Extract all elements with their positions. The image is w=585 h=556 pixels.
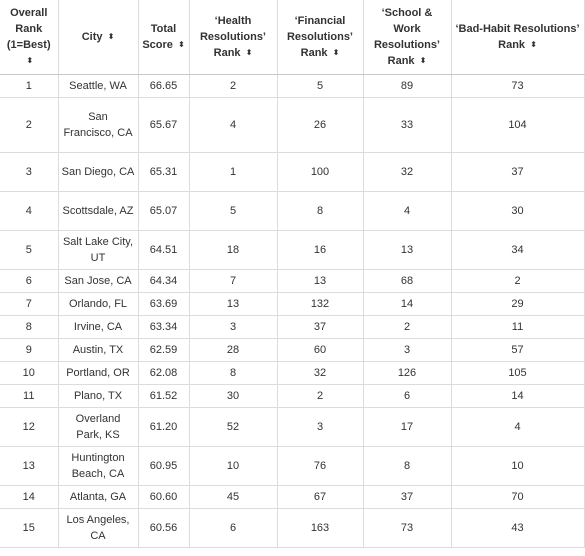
financial-rank-cell: 37: [277, 316, 363, 339]
column-header-label: ‘Bad-Habit Resolutions’ Rank: [455, 23, 580, 51]
table-row: [0, 339, 584, 362]
sort-updown-icon[interactable]: ⬍: [107, 32, 115, 42]
total-score-cell: 60.95: [138, 447, 189, 486]
bad-habit-rank-cell: 10: [451, 447, 584, 486]
total-score-cell: 64.51: [138, 231, 189, 270]
health-rank-cell: 13: [189, 293, 277, 316]
health-rank-cell: 4: [189, 98, 277, 153]
financial-rank-cell: 5: [277, 75, 363, 98]
column-header-city[interactable]: [58, 0, 138, 75]
health-rank-cell: 5: [189, 192, 277, 231]
table-row: [0, 385, 584, 408]
rank-cell: 2: [0, 98, 58, 153]
city-cell: Seattle, WA: [58, 75, 138, 98]
rank-cell: 9: [0, 339, 58, 362]
city-cell: Huntington Beach, CA: [58, 447, 138, 486]
rank-cell: 4: [0, 192, 58, 231]
health-rank-cell: 6: [189, 509, 277, 548]
city-cell: Plano, TX: [58, 385, 138, 408]
rank-cell: 11: [0, 385, 58, 408]
table-row: [0, 153, 584, 192]
table-row: [0, 509, 584, 548]
school-work-rank-cell: 6: [363, 385, 451, 408]
bad-habit-rank-cell: 105: [451, 362, 584, 385]
total-score-cell: 62.59: [138, 339, 189, 362]
rank-cell: 14: [0, 486, 58, 509]
sort-updown-icon[interactable]: ⬍: [245, 48, 253, 58]
sort-updown-icon[interactable]: ⬍: [332, 48, 340, 58]
financial-rank-cell: 60: [277, 339, 363, 362]
health-rank-cell: 28: [189, 339, 277, 362]
column-header-health-rank[interactable]: [189, 0, 277, 75]
city-cell: Austin, TX: [58, 339, 138, 362]
table-row: [0, 316, 584, 339]
rank-cell: 13: [0, 447, 58, 486]
column-header-label: ‘Financial Resolutions’ Rank: [286, 15, 353, 59]
financial-rank-cell: 26: [277, 98, 363, 153]
school-work-rank-cell: 8: [363, 447, 451, 486]
table-row: [0, 270, 584, 293]
total-score-cell: 64.34: [138, 270, 189, 293]
school-work-rank-cell: 2: [363, 316, 451, 339]
bad-habit-rank-cell: 34: [451, 231, 584, 270]
financial-rank-cell: 13: [277, 270, 363, 293]
school-work-rank-cell: 68: [363, 270, 451, 293]
financial-rank-cell: 163: [277, 509, 363, 548]
bad-habit-rank-cell: 2: [451, 270, 584, 293]
total-score-cell: 65.31: [138, 153, 189, 192]
health-rank-cell: 30: [189, 385, 277, 408]
city-cell: Irvine, CA: [58, 316, 138, 339]
table-row: [0, 486, 584, 509]
total-score-cell: 60.56: [138, 509, 189, 548]
health-rank-cell: 18: [189, 231, 277, 270]
sort-updown-icon[interactable]: ⬍: [530, 40, 537, 50]
health-rank-cell: 10: [189, 447, 277, 486]
school-work-rank-cell: 17: [363, 408, 451, 447]
city-cell: Atlanta, GA: [58, 486, 138, 509]
financial-rank-cell: 16: [277, 231, 363, 270]
bad-habit-rank-cell: 37: [451, 153, 584, 192]
bad-habit-rank-cell: 73: [451, 75, 584, 98]
city-cell: Portland, OR: [58, 362, 138, 385]
column-header-label: Total Score: [142, 23, 177, 51]
total-score-cell: 61.52: [138, 385, 189, 408]
financial-rank-cell: 32: [277, 362, 363, 385]
city-cell: Scottsdale, AZ: [58, 192, 138, 231]
bad-habit-rank-cell: 11: [451, 316, 584, 339]
health-rank-cell: 45: [189, 486, 277, 509]
total-score-cell: 62.08: [138, 362, 189, 385]
rank-cell: 8: [0, 316, 58, 339]
table-row: [0, 362, 584, 385]
column-header-label: ‘Health Resolutions’ Rank: [199, 15, 266, 59]
rank-cell: 6: [0, 270, 58, 293]
column-header-overall-rank[interactable]: [0, 0, 58, 75]
bad-habit-rank-cell: 57: [451, 339, 584, 362]
total-score-cell: 65.67: [138, 98, 189, 153]
school-work-rank-cell: 4: [363, 192, 451, 231]
column-header-label: ‘School & Work Resolutions’ Rank: [373, 7, 440, 67]
school-work-rank-cell: 37: [363, 486, 451, 509]
school-work-rank-cell: 3: [363, 339, 451, 362]
rank-cell: 3: [0, 153, 58, 192]
table-row: [0, 447, 584, 486]
school-work-rank-cell: 126: [363, 362, 451, 385]
bad-habit-rank-cell: 43: [451, 509, 584, 548]
rank-cell: 7: [0, 293, 58, 316]
column-header-bad-habit-rank[interactable]: [451, 0, 584, 75]
table-row: [0, 293, 584, 316]
school-work-rank-cell: 73: [363, 509, 451, 548]
city-cell: Orlando, FL: [58, 293, 138, 316]
health-rank-cell: 1: [189, 153, 277, 192]
financial-rank-cell: 8: [277, 192, 363, 231]
bad-habit-rank-cell: 30: [451, 192, 584, 231]
health-rank-cell: 8: [189, 362, 277, 385]
city-cell: Overland Park, KS: [58, 408, 138, 447]
table-header: [0, 0, 584, 75]
sort-updown-icon[interactable]: ⬍: [419, 56, 427, 66]
total-score-cell: 65.07: [138, 192, 189, 231]
financial-rank-cell: 76: [277, 447, 363, 486]
sort-updown-icon[interactable]: ⬍: [26, 56, 34, 66]
table-row: [0, 408, 584, 447]
health-rank-cell: 52: [189, 408, 277, 447]
financial-rank-cell: 3: [277, 408, 363, 447]
city-cell: San Diego, CA: [58, 153, 138, 192]
school-work-rank-cell: 33: [363, 98, 451, 153]
rank-cell: 12: [0, 408, 58, 447]
table-body: [0, 75, 584, 548]
total-score-cell: 66.65: [138, 75, 189, 98]
bad-habit-rank-cell: 14: [451, 385, 584, 408]
bad-habit-rank-cell: 70: [451, 486, 584, 509]
column-header-label: Overall Rank (1=Best): [6, 7, 51, 51]
financial-rank-cell: 67: [277, 486, 363, 509]
column-header-label: City: [81, 31, 103, 43]
bad-habit-rank-cell: 29: [451, 293, 584, 316]
bad-habit-rank-cell: 104: [451, 98, 584, 153]
financial-rank-cell: 2: [277, 385, 363, 408]
table-row: [0, 75, 584, 98]
bad-habit-rank-cell: 4: [451, 408, 584, 447]
school-work-rank-cell: 89: [363, 75, 451, 98]
school-work-rank-cell: 14: [363, 293, 451, 316]
sort-updown-icon[interactable]: ⬍: [177, 40, 185, 50]
health-rank-cell: 7: [189, 270, 277, 293]
column-header-school-work-rank[interactable]: [363, 0, 451, 75]
city-cell: San Francisco, CA: [58, 98, 138, 153]
city-cell: San Jose, CA: [58, 270, 138, 293]
rank-cell: 5: [0, 231, 58, 270]
header-row: [0, 0, 584, 75]
city-cell: Los Angeles, CA: [58, 509, 138, 548]
column-header-total-score[interactable]: [138, 0, 189, 75]
health-rank-cell: 3: [189, 316, 277, 339]
table-row: [0, 231, 584, 270]
city-cell: Salt Lake City, UT: [58, 231, 138, 270]
rank-cell: 1: [0, 75, 58, 98]
total-score-cell: 61.20: [138, 408, 189, 447]
financial-rank-cell: 132: [277, 293, 363, 316]
total-score-cell: 63.34: [138, 316, 189, 339]
table-row: [0, 98, 584, 153]
school-work-rank-cell: 32: [363, 153, 451, 192]
table-row: [0, 192, 584, 231]
rank-cell: 15: [0, 509, 58, 548]
rank-cell: 10: [0, 362, 58, 385]
health-rank-cell: 2: [189, 75, 277, 98]
school-work-rank-cell: 13: [363, 231, 451, 270]
total-score-cell: 60.60: [138, 486, 189, 509]
column-header-financial-rank[interactable]: [277, 0, 363, 75]
total-score-cell: 63.69: [138, 293, 189, 316]
financial-rank-cell: 100: [277, 153, 363, 192]
